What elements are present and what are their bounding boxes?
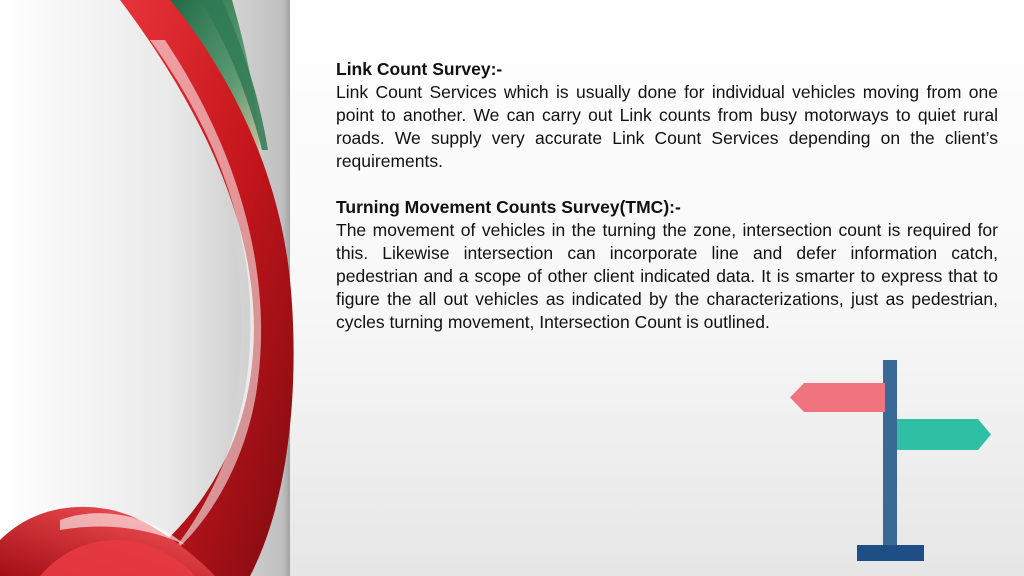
right-arrow-sign xyxy=(897,419,991,450)
signpost-pole xyxy=(883,360,897,546)
section-body-tmc: The movement of vehicles in the turning the zone, intersection count is required for this. Likewise intersection can incorporate line and defer information catch, pedestrian and a scope of other client indicated data. It is smarter to express that to figure the all out vehicles as indicated by the characterizations, just as pedestrian, cycles turning movement, Intersection Count is outlined. xyxy=(336,220,998,332)
signpost-icon xyxy=(786,356,996,566)
section-spacer xyxy=(336,173,998,196)
section-body-link-count: Link Count Services which is usually done for individual vehicles moving from one point to another. We can carry out Link counts from busy motorways to quiet rural roads. We supply very accurate Link Count Services depending on the client’s requirements. xyxy=(336,82,998,171)
ribbon-swoosh-graphic xyxy=(0,0,300,576)
content-area xyxy=(336,58,998,334)
signpost-base xyxy=(857,545,924,561)
left-arrow-sign xyxy=(790,383,885,412)
section-heading-tmc: Turning Movement Counts Survey(TMC):- xyxy=(336,197,681,217)
section-heading-link-count: Link Count Survey:- xyxy=(336,59,503,79)
